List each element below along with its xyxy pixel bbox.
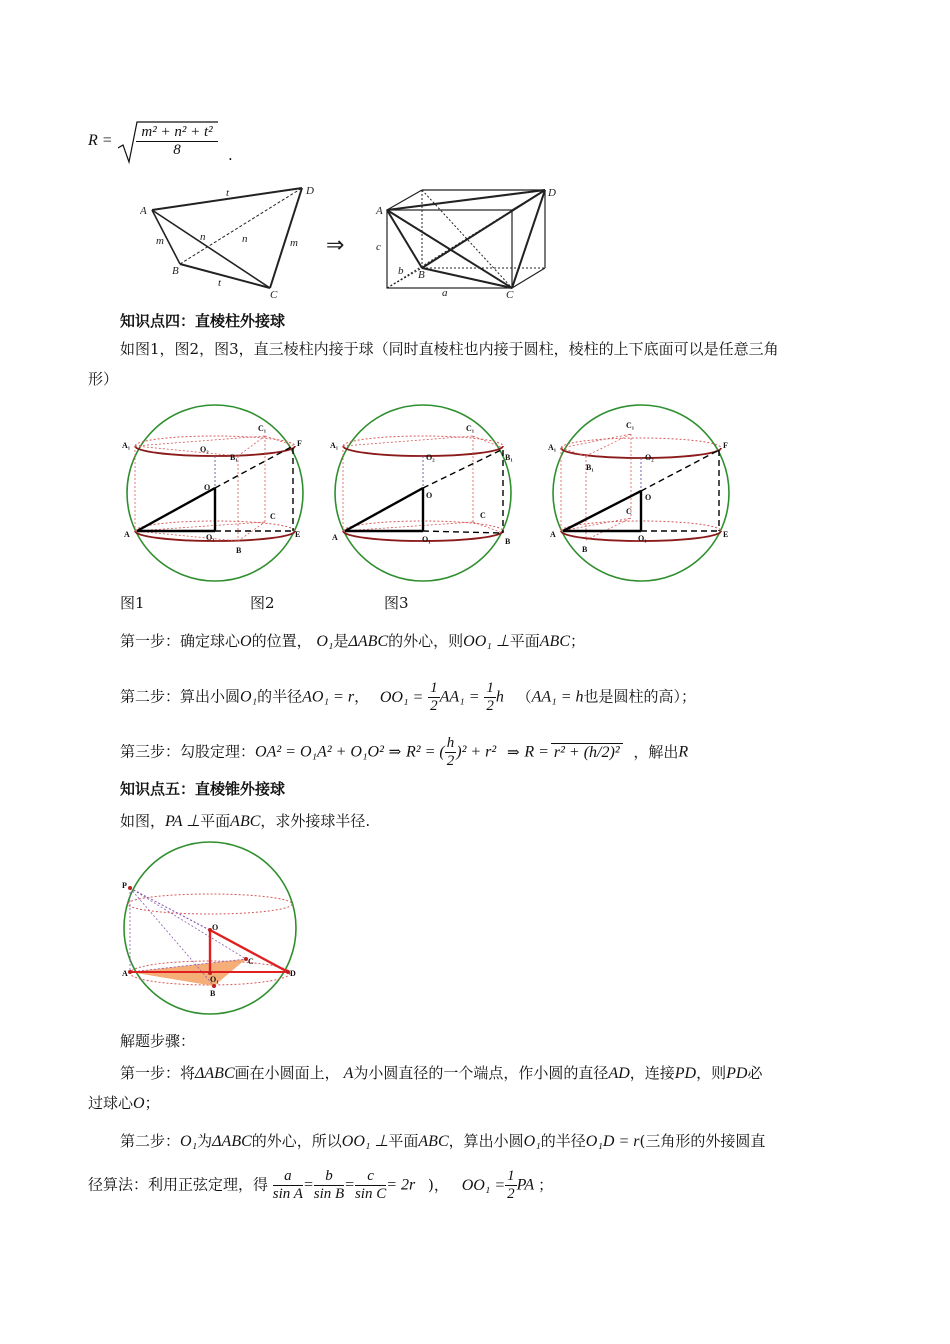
s5-intro-abc: ABC	[230, 813, 261, 830]
f1-O2: O₂	[200, 445, 209, 454]
s5-step1-t4: ，连接	[629, 1064, 675, 1082]
s5-step2-fd: 2	[507, 1186, 515, 1202]
s5-step2-fc-d: sin C	[354, 1186, 387, 1202]
f3-A: A	[550, 530, 556, 539]
f1-O1: O₁	[206, 533, 215, 542]
s5-step2-line2a: 径算法：利用正弦定理，得	[88, 1175, 269, 1194]
s5-step1-t1: 第一步：将	[120, 1064, 196, 1082]
s5-step2-fb-n: b	[314, 1168, 344, 1186]
figure-prism-2	[328, 398, 518, 588]
s4-step3-arr1: ⇒	[388, 742, 402, 761]
s5-intro-t1: 如图，	[120, 812, 166, 830]
s4-step3-t2: ，解出	[633, 742, 679, 761]
s5-step2-frac-c	[355, 1168, 386, 1203]
box-label-B: B	[418, 269, 425, 281]
s4-step2-paren-open: （	[516, 687, 532, 706]
s4-step1-t5: 平面	[509, 632, 540, 650]
s4-step3-eq1: OA² = O₁A² + O₁O²	[255, 743, 384, 761]
tetra-label-n1: n	[200, 231, 206, 243]
tetra-label-n2: n	[242, 233, 248, 245]
tetra-label-C: C	[270, 289, 278, 300]
box-label-A: A	[376, 205, 383, 217]
s5-step1-line2a: 过球心	[88, 1094, 134, 1112]
s5-step1-line2	[88, 1092, 160, 1115]
tetra-label-A: A	[140, 205, 147, 217]
figure-prism-1	[120, 398, 310, 588]
section5-title: 知识点五：直棱锥外接球	[120, 780, 286, 798]
s4-step2-t2: 的半径	[257, 687, 303, 706]
tetra-label-m2: m	[290, 237, 298, 249]
pyr-O1: O₁	[210, 975, 219, 984]
s4-step2-aa: AA₁ =	[439, 688, 480, 706]
f2-B1: B₁	[505, 453, 513, 462]
formula-lhs: R =	[88, 132, 113, 149]
f2-O1: O₁	[422, 535, 431, 544]
s4-step3-eq3a: R =	[524, 743, 549, 761]
pyr-C: C	[248, 957, 254, 966]
f2-O: O	[426, 491, 433, 500]
s5-intro-t3: ，求外接球半径.	[260, 812, 371, 830]
s5-step2-t4: 平面	[388, 1132, 419, 1150]
section4-title: 知识点四：直棱柱外接球	[120, 312, 286, 330]
s4-step2-h: h	[495, 688, 504, 706]
f3-C1: C₁	[626, 421, 635, 430]
s4-step3	[120, 735, 688, 775]
s5-step2-fa-d: sin A	[272, 1186, 303, 1202]
s5-step2-abc: ABC	[418, 1133, 449, 1150]
s5-step2-line1	[120, 1130, 765, 1153]
s5-step1-A: A	[343, 1065, 354, 1082]
f1-B1: B₁	[230, 453, 238, 462]
s5-step1-AD: AD	[608, 1065, 630, 1082]
f3-B1: B₁	[586, 463, 594, 472]
s4-step1-tri: ΔABC	[348, 633, 389, 650]
f2-A: A	[332, 533, 338, 542]
f1-A1: A₁	[122, 441, 131, 450]
f1-O: O	[204, 483, 211, 492]
f2-O2: O₂	[426, 453, 435, 462]
s4-step3-eq2a: R² = (	[406, 743, 445, 761]
s4-step3-eq2b: )² + r²	[456, 743, 497, 761]
s5-step1-t6: 必	[747, 1064, 763, 1082]
f1-B: B	[236, 546, 242, 555]
s4-step1-t3: 是	[333, 632, 349, 650]
s4-step3-hd: 2	[446, 753, 455, 769]
s4-step2-f1d: 2	[430, 698, 438, 714]
f2-C: C	[480, 511, 486, 520]
pyr-A: A	[122, 969, 128, 978]
f3-A1: A₁	[548, 443, 557, 452]
s4-step1-OO1: OO₁ ⊥	[463, 633, 510, 650]
s4-step2	[120, 680, 696, 720]
formula-den: 8	[173, 142, 181, 158]
s4-step3-arr2: ⇒	[506, 742, 520, 761]
f1-C1: C₁	[258, 424, 267, 433]
s5-step2-end: ；	[538, 1175, 554, 1194]
f1-C: C	[270, 512, 276, 521]
f1-A: A	[124, 530, 130, 539]
s5-step2-pa: PA	[516, 1176, 535, 1194]
section4-intro-line2: 形）	[88, 370, 119, 388]
caption-fig1: 图1	[120, 594, 145, 612]
s5-step1-tri: ΔABC	[195, 1065, 235, 1082]
s5-intro	[120, 810, 370, 833]
s5-step2-fb-d: sin B	[313, 1186, 345, 1202]
s5-step2-tri: ΔABC	[212, 1133, 252, 1150]
s4-step3-t1: 第三步：勾股定理：	[120, 742, 256, 761]
s5-step2-t7: (三角形的外接圆直	[639, 1132, 766, 1150]
f3-C: C	[626, 507, 632, 516]
s5-intro-t2: 平面	[200, 812, 231, 830]
s4-step3-root: r² + (h/2)²	[551, 743, 623, 761]
s5-step1-t5: ，则	[696, 1064, 727, 1082]
s5-step2-O1: O₁	[180, 1133, 198, 1150]
formula-tail: .	[228, 146, 233, 164]
s5-step2-OO1: OO₁ ⊥	[341, 1133, 389, 1150]
box-label-b: b	[398, 265, 404, 277]
pyr-O: O	[212, 923, 219, 932]
s5-step2-frac-b	[314, 1168, 344, 1203]
s5-step2-fa-n: a	[273, 1168, 303, 1186]
s4-step2-t3: ，	[354, 687, 370, 706]
s5-step2-t3: 的外心，所以	[251, 1132, 342, 1150]
f3-O: O	[645, 493, 652, 502]
s5-step2-close: )，	[428, 1175, 449, 1194]
tetra-label-m1: m	[156, 235, 164, 247]
s4-step1-t4: 的外心，则	[388, 632, 464, 650]
figure-tetrahedron	[140, 180, 560, 300]
s5-step2-fc-n: c	[355, 1168, 386, 1186]
s4-step2-paren: AA₁ = h	[531, 688, 584, 706]
s5-step2-O1D: O₁D = r	[585, 1133, 640, 1150]
f2-C1: C₁	[466, 424, 475, 433]
s5-step1-t3: 为小圆直径的一个端点，作小圆的直径	[353, 1064, 609, 1082]
f3-B: B	[582, 545, 588, 554]
tetra-label-B: B	[172, 265, 179, 277]
pyr-P: P	[122, 881, 127, 890]
s5-step2-eq1: =	[302, 1176, 314, 1194]
f3-O2: O₂	[645, 453, 654, 462]
pyr-D: D	[290, 969, 296, 978]
box-label-D: D	[548, 187, 556, 199]
s5-step2-O1b: O₁	[523, 1133, 541, 1150]
tetra-label-t-top: t	[226, 187, 230, 199]
s5-step1-line1	[120, 1062, 762, 1085]
f2-B: B	[505, 537, 511, 546]
s5-step2-frac-half	[505, 1168, 517, 1203]
s5-step2-oo1: OO₁ =	[461, 1176, 506, 1194]
s5-step2-eq2: =	[344, 1176, 355, 1194]
f1-F: F	[297, 439, 302, 448]
s5-step2-eq3: = 2r	[386, 1176, 416, 1194]
s4-step1-t1: 第一步：确定球心	[120, 632, 241, 650]
tetra-label-D: D	[306, 185, 314, 197]
f3-E: E	[723, 530, 729, 539]
figure-pyramid	[118, 840, 308, 1020]
implies-arrow: ⇒	[326, 232, 345, 257]
caption-fig3: 图3	[384, 594, 409, 612]
s4-step2-O1: O₁	[240, 688, 258, 706]
s4-step1-t6: ；	[569, 632, 585, 650]
s4-step2-f2d: 2	[486, 698, 494, 714]
box-label-C: C	[506, 289, 514, 300]
s4-step2-AO1: AO₁ = r	[302, 688, 355, 706]
s4-step3-frac	[445, 735, 457, 770]
s5-step1-O: O	[133, 1095, 145, 1112]
s5-steps-label: 解题步骤：	[120, 1032, 196, 1050]
caption-fig2: 图2	[250, 594, 275, 612]
pyr-B: B	[210, 989, 216, 998]
s4-step1-ABC: ABC	[539, 633, 570, 650]
s5-step1-line2b: ；	[144, 1094, 160, 1112]
tetra-label-t-bot: t	[218, 277, 222, 289]
s4-step2-f1n: 1	[430, 680, 438, 696]
f3-F: F	[723, 441, 728, 450]
s5-step1-PD2: PD	[726, 1065, 748, 1082]
formula-radius	[88, 118, 248, 168]
s5-step2-fn: 1	[507, 1168, 515, 1184]
s5-step2-t6: 的半径	[540, 1132, 586, 1150]
formula-fraction	[136, 124, 218, 159]
figure-prism-3	[546, 398, 736, 588]
s5-step2-t5: ，算出小圆	[448, 1132, 524, 1150]
s5-step2-frac-a	[273, 1168, 303, 1203]
s5-step2-line2	[88, 1168, 553, 1212]
s4-step3-R: R	[678, 743, 689, 761]
box-label-a: a	[442, 287, 448, 299]
f1-E: E	[295, 530, 301, 539]
s5-step2-t1: 第二步：	[120, 1132, 181, 1150]
s5-step1-t2: 画在小圆面上，	[234, 1064, 340, 1082]
s4-step1	[120, 630, 585, 653]
f2-A1: A₁	[330, 441, 339, 450]
s4-step2-f2n: 1	[486, 680, 494, 696]
s4-step2-t1: 第二步：算出小圆	[120, 687, 241, 706]
formula-num: m² + n² + t²	[136, 124, 218, 142]
s4-step2-frac2	[484, 680, 496, 715]
s4-step2-frac1	[428, 680, 440, 715]
s5-step2-t2: 为	[197, 1132, 213, 1150]
s4-step2-t4: 也是圆柱的高）；	[583, 687, 697, 706]
s5-step1-PD: PD	[674, 1065, 697, 1082]
f3-O1: O₁	[638, 534, 647, 543]
s4-step1-O: O	[240, 633, 252, 650]
s4-step2-eq-lhs: OO₁ =	[379, 688, 424, 706]
s4-step1-t2: 的位置，	[251, 632, 312, 650]
section4-intro-line1: 如图1，图2，图3，直三棱柱内接于球（同时直棱柱也内接于圆柱，棱柱的上下底面可以是任意三角	[120, 340, 779, 358]
s4-step3-hn: h	[446, 735, 455, 751]
box-label-c: c	[376, 241, 381, 253]
s5-intro-pa: PA ⊥	[165, 813, 201, 830]
s4-step1-O1: O₁	[316, 633, 334, 650]
